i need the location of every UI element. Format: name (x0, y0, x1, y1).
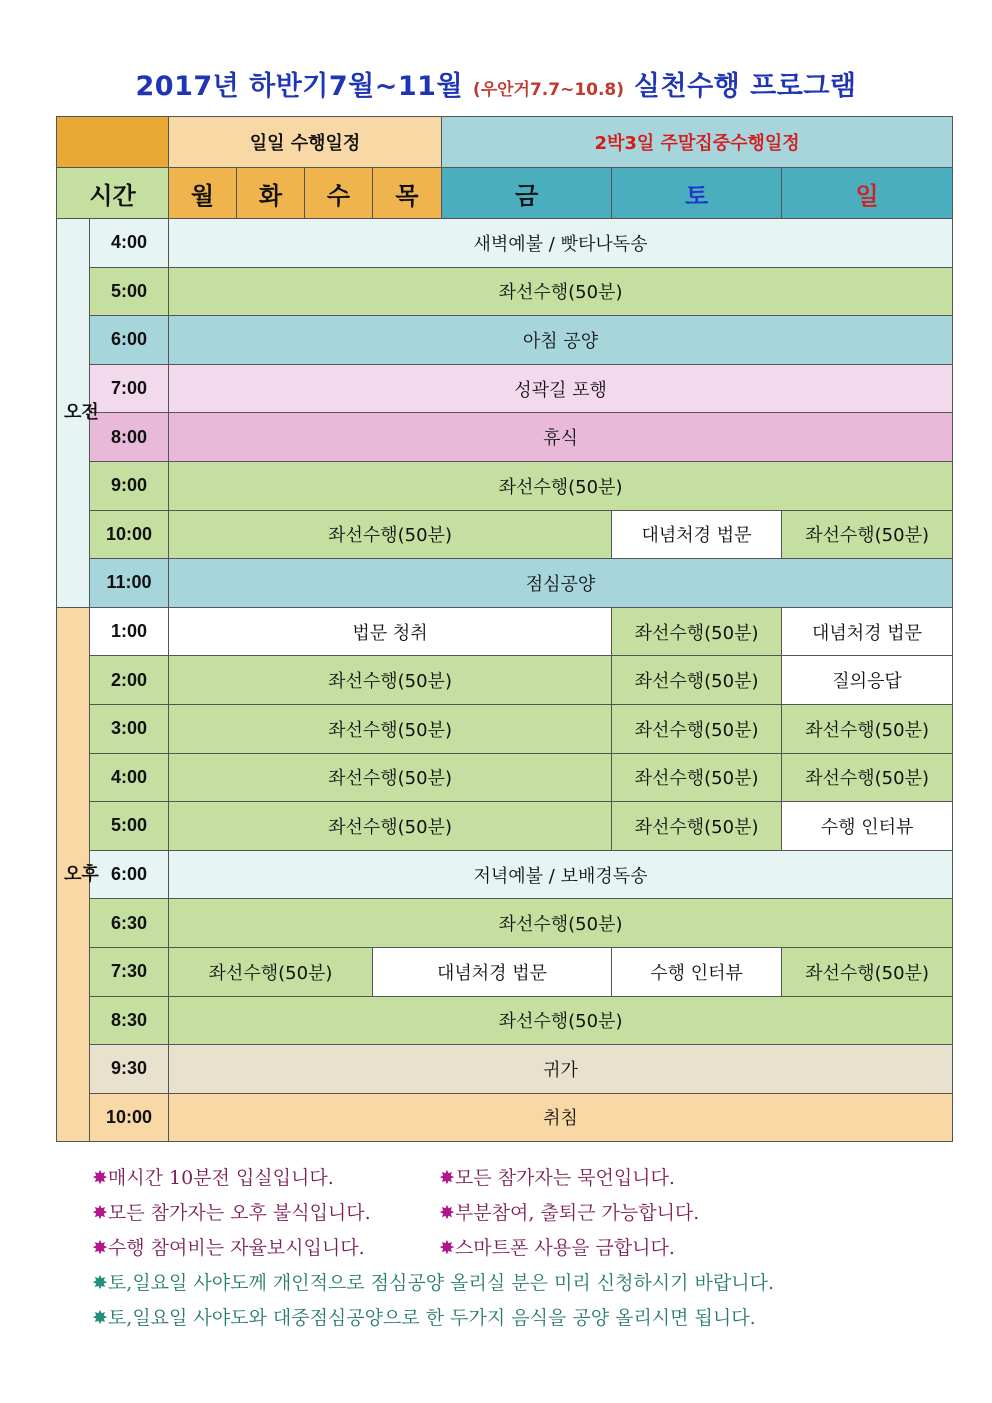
period-label-am: 오전 (57, 219, 90, 608)
table-row (57, 753, 953, 802)
activity-cell: 아침 공양 (169, 316, 953, 365)
time-cell: 4:00 (90, 219, 169, 268)
note-item (439, 1196, 699, 1231)
activity-cell-weekday: 좌선수행(50분) (169, 656, 612, 705)
time-cell: 8:30 (90, 996, 169, 1045)
note-item (92, 1301, 756, 1336)
flower-bullet-icon: ✸ (439, 1237, 455, 1259)
table-row (57, 1045, 953, 1094)
header-corner (57, 117, 169, 168)
activity-cell-mon-wed: 좌선수행(50분) (169, 947, 373, 996)
time-cell: 6:00 (90, 316, 169, 365)
flower-bullet-icon: ✸ (92, 1307, 108, 1329)
activity-cell-sat: 좌선수행(50분) (612, 704, 782, 753)
activity-cell: 귀가 (169, 1045, 953, 1094)
activity-cell: 휴식 (169, 413, 953, 462)
notes-line (92, 1231, 952, 1266)
activity-cell: 취침 (169, 1093, 953, 1142)
table-row (57, 510, 953, 559)
day-header-mon: 월 (169, 168, 237, 219)
activity-cell-sat: 좌선수행(50분) (612, 607, 782, 656)
time-cell: 7:00 (90, 364, 169, 413)
table-row (57, 899, 953, 948)
notes-line (92, 1161, 952, 1196)
activity-cell: 새벽예불 / 빳타나독송 (169, 219, 953, 268)
activity-cell-sat: 좌선수행(50분) (612, 753, 782, 802)
flower-bullet-icon: ✸ (92, 1237, 108, 1259)
activity-cell-weekday: 좌선수행(50분) (169, 510, 612, 559)
activity-cell: 성곽길 포행 (169, 364, 953, 413)
note-item (92, 1266, 774, 1301)
day-header-wed: 수 (305, 168, 373, 219)
day-header-sun: 일 (782, 168, 953, 219)
day-header-tue: 화 (237, 168, 305, 219)
table-row (57, 559, 953, 608)
time-cell: 3:00 (90, 704, 169, 753)
activity-cell-weekday: 법문 청취 (169, 607, 612, 656)
table-row (57, 461, 953, 510)
time-cell: 10:00 (90, 510, 169, 559)
note-text: 토,일요일 사야도와 대중점심공양으로 한 두가지 음식을 공양 올리시면 됩니다. (107, 1307, 756, 1329)
note-item (92, 1161, 439, 1196)
flower-bullet-icon: ✸ (439, 1202, 455, 1224)
table-row (57, 947, 953, 996)
notes-line (92, 1196, 952, 1231)
day-header-fri: 금 (442, 168, 612, 219)
activity-cell-sun: 좌선수행(50분) (782, 753, 953, 802)
table-row (57, 656, 953, 705)
title-retreat-period: (우안거7.7~10.8) (472, 80, 625, 100)
activity-cell-weekday: 좌선수행(50분) (169, 802, 612, 851)
time-cell: 11:00 (90, 559, 169, 608)
notes-section (92, 1161, 952, 1336)
activity-cell-sat: 대념처경 법문 (612, 510, 782, 559)
activity-cell-sun: 좌선수행(50분) (782, 947, 953, 996)
table-row (57, 316, 953, 365)
time-cell: 6:30 (90, 899, 169, 948)
note-item (439, 1231, 675, 1266)
note-text: 매시간 10분전 입실입니다. (107, 1167, 334, 1189)
activity-cell-sat: 좌선수행(50분) (612, 802, 782, 851)
time-cell: 10:00 (90, 1093, 169, 1142)
activity-cell-weekday: 좌선수행(50분) (169, 704, 612, 753)
table-row (57, 802, 953, 851)
time-cell: 7:30 (90, 947, 169, 996)
table-row (57, 364, 953, 413)
table-row (57, 996, 953, 1045)
table-row (57, 1093, 953, 1142)
activity-cell-sun: 질의응답 (782, 656, 953, 705)
day-header-sat: 토 (612, 168, 782, 219)
time-column-header: 시간 (57, 168, 169, 219)
flower-bullet-icon: ✸ (92, 1202, 108, 1224)
table-row (57, 850, 953, 899)
time-cell: 9:00 (90, 461, 169, 510)
flower-bullet-icon: ✸ (439, 1167, 455, 1189)
title-main-right: 실천수행 프로그램 (624, 71, 857, 102)
time-cell: 9:30 (90, 1045, 169, 1094)
activity-cell-sun: 좌선수행(50분) (782, 704, 953, 753)
table-row (57, 413, 953, 462)
day-header-thu: 목 (373, 168, 442, 219)
note-text: 부분참여, 출퇴근 가능합니다. (454, 1202, 700, 1224)
table-row (57, 219, 953, 268)
activity-cell-thu-fri: 대념처경 법문 (373, 947, 612, 996)
notes-line (92, 1266, 952, 1301)
activity-cell-sat: 수행 인터뷰 (612, 947, 782, 996)
note-text: 모든 참가자는 오후 불식입니다. (107, 1202, 371, 1224)
flower-bullet-icon: ✸ (92, 1167, 108, 1189)
period-label-pm: 오후 (57, 607, 90, 1142)
activity-cell-sun: 대념처경 법문 (782, 607, 953, 656)
note-text: 수행 참여비는 자율보시입니다. (107, 1237, 365, 1259)
activity-cell: 좌선수행(50분) (169, 461, 953, 510)
schedule-table (56, 116, 953, 1142)
table-row (57, 704, 953, 753)
notes-line (92, 1301, 952, 1336)
time-cell: 4:00 (90, 753, 169, 802)
time-cell: 6:00 (90, 850, 169, 899)
activity-cell: 좌선수행(50분) (169, 267, 953, 316)
activity-cell: 점심공양 (169, 559, 953, 608)
note-item (92, 1196, 439, 1231)
time-cell: 5:00 (90, 802, 169, 851)
table-row (57, 267, 953, 316)
time-cell: 5:00 (90, 267, 169, 316)
activity-cell-sun: 수행 인터뷰 (782, 802, 953, 851)
weekend-schedule-header: 2박3일 주말집중수행일정 (442, 117, 953, 168)
daily-schedule-header: 일일 수행일정 (169, 117, 442, 168)
activity-cell: 좌선수행(50분) (169, 899, 953, 948)
note-item (439, 1161, 675, 1196)
activity-cell-sat: 좌선수행(50분) (612, 656, 782, 705)
time-cell: 2:00 (90, 656, 169, 705)
note-item (92, 1231, 439, 1266)
note-text: 토,일요일 사야도께 개인적으로 점심공양 올리실 분은 미리 신청하시기 바랍니다. (107, 1272, 775, 1294)
activity-cell: 저녁예불 / 보배경독송 (169, 850, 953, 899)
page-title (0, 64, 992, 103)
time-cell: 1:00 (90, 607, 169, 656)
title-main-left: 2017년 하반기7월~11월 (135, 71, 473, 102)
note-text: 모든 참가자는 묵언입니다. (454, 1167, 675, 1189)
time-cell: 8:00 (90, 413, 169, 462)
activity-cell: 좌선수행(50분) (169, 996, 953, 1045)
table-row (57, 607, 953, 656)
note-text: 스마트폰 사용을 금합니다. (454, 1237, 675, 1259)
flower-bullet-icon: ✸ (92, 1272, 108, 1294)
activity-cell-weekday: 좌선수행(50분) (169, 753, 612, 802)
activity-cell-sun: 좌선수행(50분) (782, 510, 953, 559)
